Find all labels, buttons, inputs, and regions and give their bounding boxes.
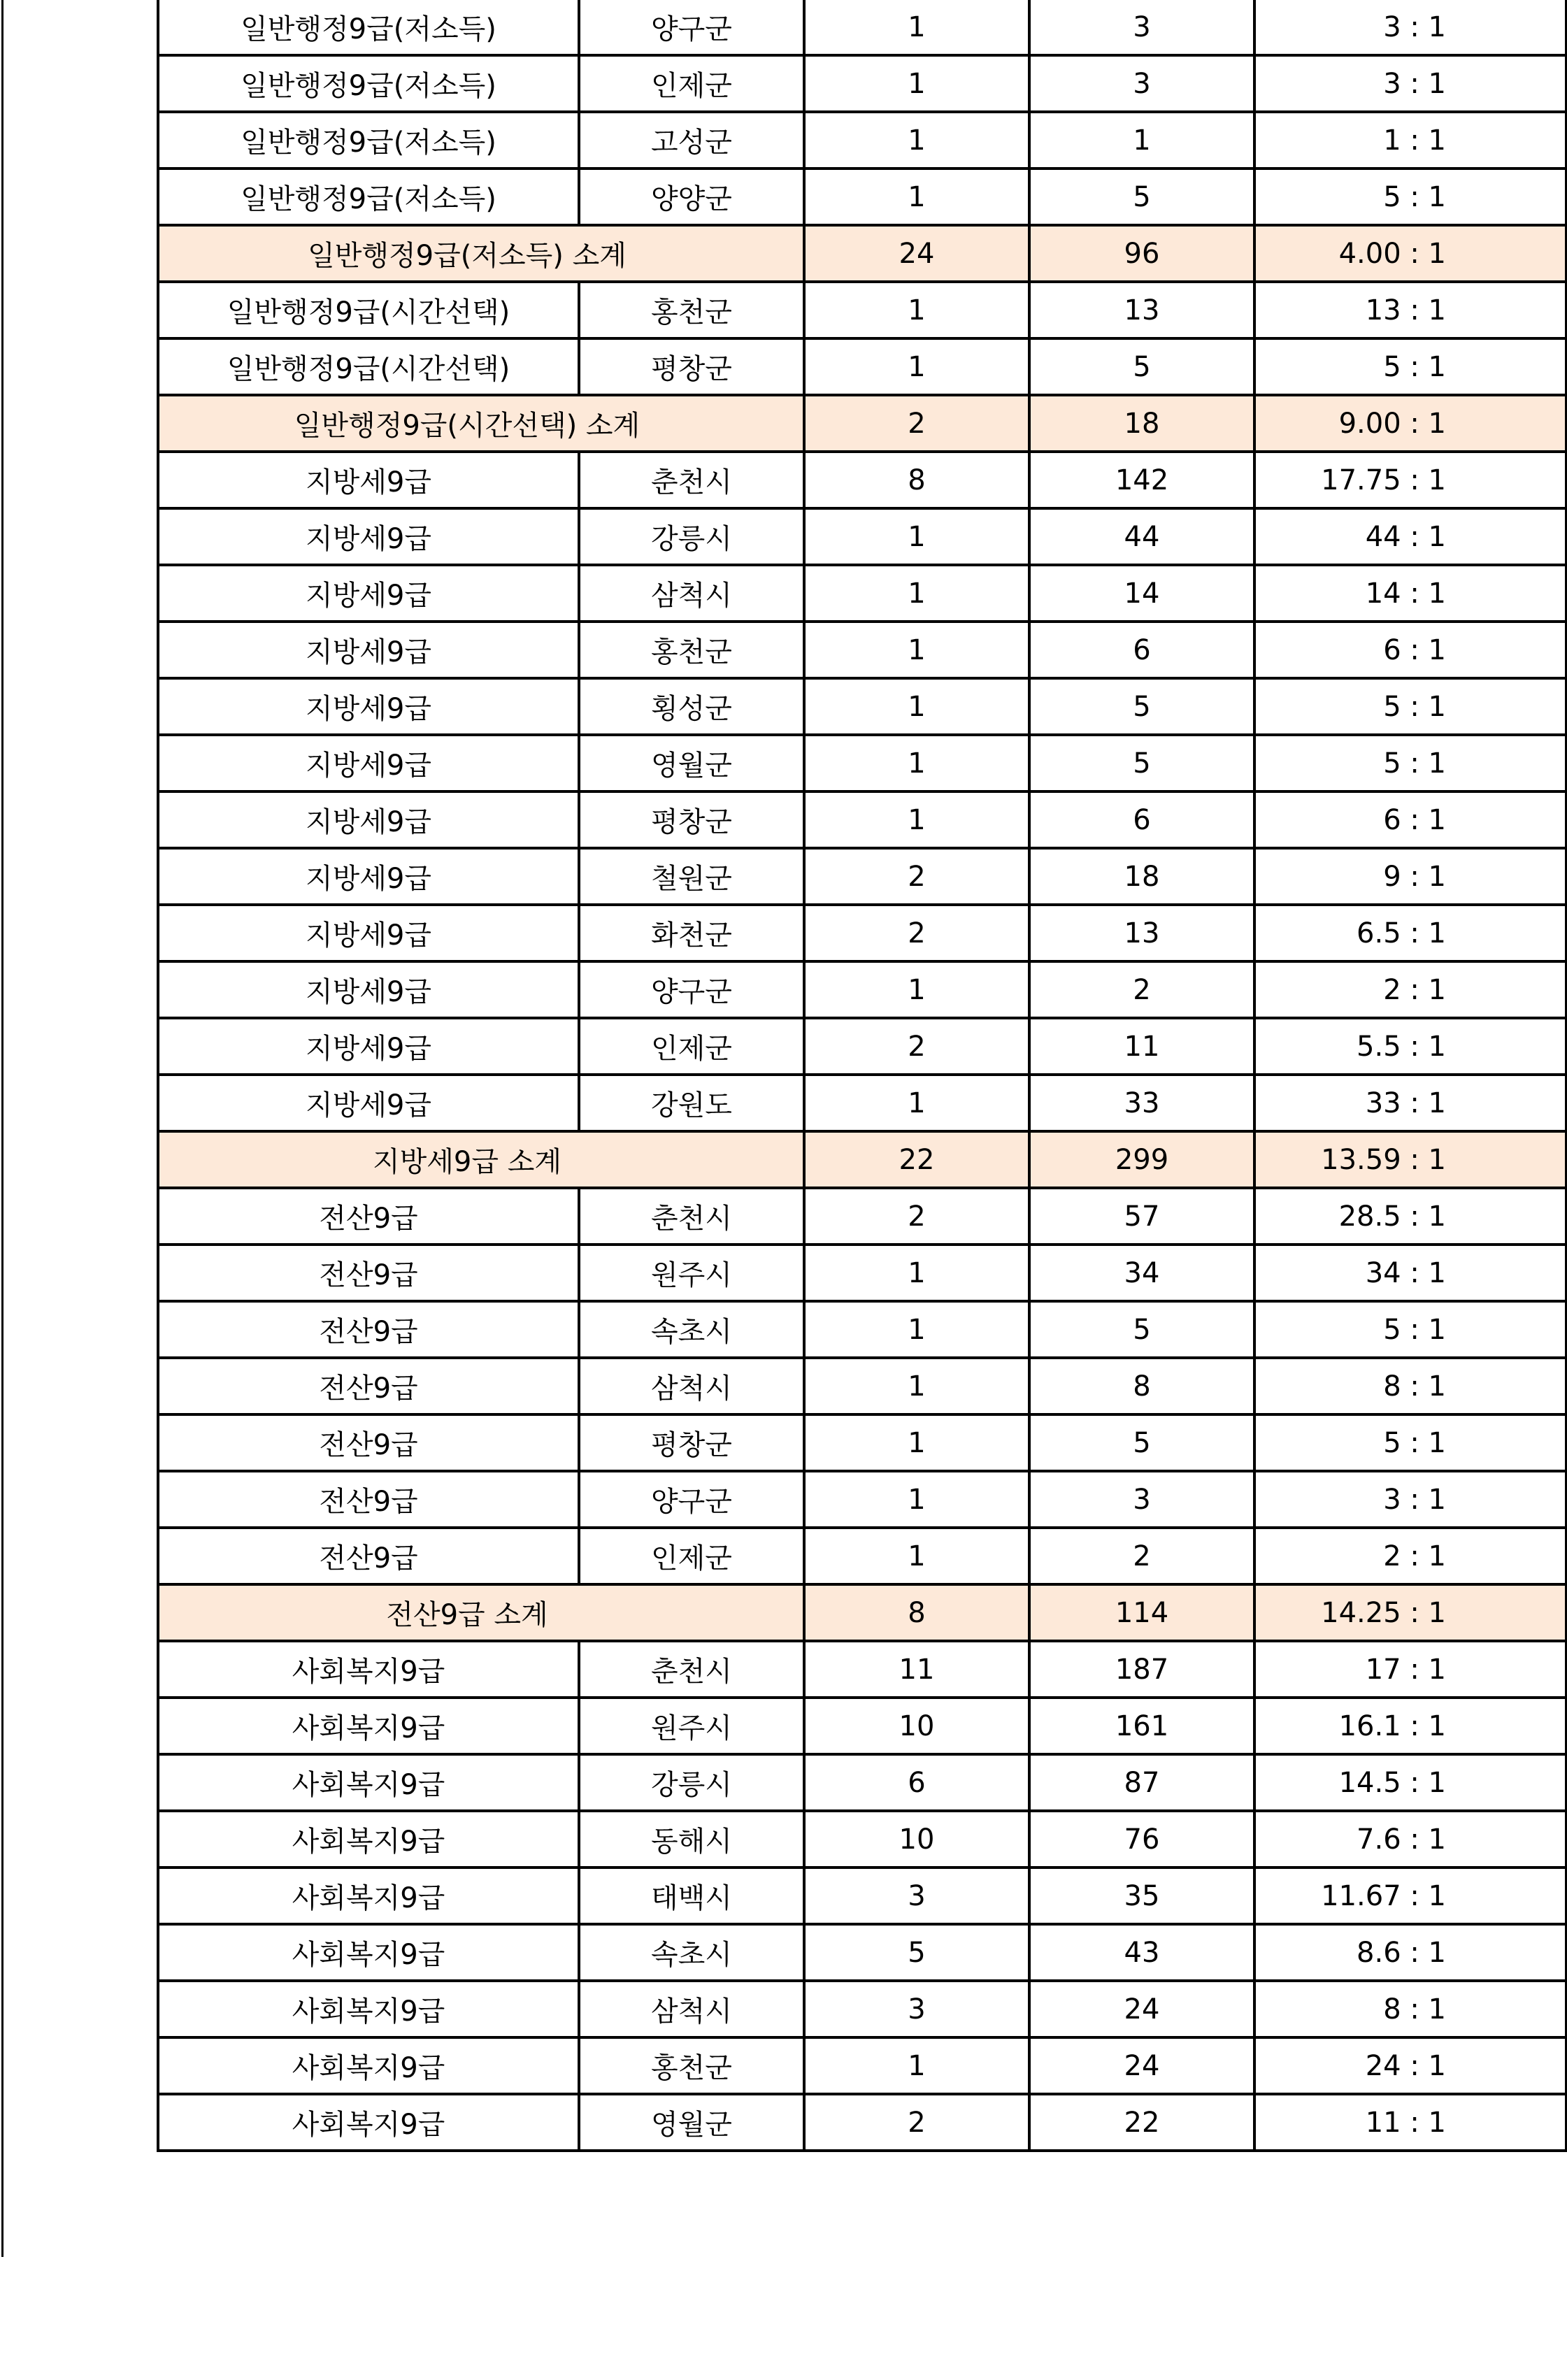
applicants-cell: 6 xyxy=(1029,791,1254,848)
table-row xyxy=(158,1471,1566,1528)
hires-cell: 11 xyxy=(804,1641,1029,1698)
job-category-cell: 지방세9급 xyxy=(158,565,579,622)
ratio-cell: 5.5 : 1 xyxy=(1254,1018,1566,1075)
subtotal-label-cell: 일반행정9급(시간선택) 소계 xyxy=(158,395,804,452)
table-row xyxy=(158,1245,1566,1301)
table-row xyxy=(158,1868,1566,1924)
applicants-cell: 5 xyxy=(1029,169,1254,225)
hires-cell: 1 xyxy=(804,338,1029,395)
hires-cell: 1 xyxy=(804,1414,1029,1471)
hires-cell: 1 xyxy=(804,2037,1029,2094)
table-row xyxy=(158,2094,1566,2151)
job-category-cell: 일반행정9급(저소득) xyxy=(158,169,579,225)
applicants-cell: 8 xyxy=(1029,1358,1254,1414)
applicants-cell: 5 xyxy=(1029,1301,1254,1358)
region-cell: 영월군 xyxy=(579,2094,804,2151)
table-row xyxy=(158,848,1566,905)
applicants-cell: 96 xyxy=(1029,225,1254,282)
table-row xyxy=(158,905,1566,961)
region-cell: 양구군 xyxy=(579,961,804,1018)
ratio-cell: 9.00 : 1 xyxy=(1254,395,1566,452)
hires-cell: 1 xyxy=(804,1471,1029,1528)
region-cell: 영월군 xyxy=(579,735,804,791)
region-cell: 인제군 xyxy=(579,1018,804,1075)
region-cell: 춘천시 xyxy=(579,1188,804,1245)
job-category-cell: 지방세9급 xyxy=(158,508,579,565)
table-row xyxy=(158,1754,1566,1811)
hires-cell: 1 xyxy=(804,1301,1029,1358)
hires-cell: 1 xyxy=(804,735,1029,791)
hires-cell: 1 xyxy=(804,508,1029,565)
hires-cell: 2 xyxy=(804,395,1029,452)
region-cell: 강릉시 xyxy=(579,508,804,565)
applicants-cell: 6 xyxy=(1029,622,1254,678)
region-cell: 양양군 xyxy=(579,169,804,225)
job-category-cell: 전산9급 xyxy=(158,1528,579,1584)
ratio-cell: 3 : 1 xyxy=(1254,1471,1566,1528)
table-row xyxy=(158,1414,1566,1471)
applicants-cell: 18 xyxy=(1029,395,1254,452)
job-category-cell: 지방세9급 xyxy=(158,678,579,735)
region-cell: 고성군 xyxy=(579,112,804,169)
subtotal-label-cell: 일반행정9급(저소득) 소계 xyxy=(158,225,804,282)
applicants-cell: 299 xyxy=(1029,1131,1254,1188)
table-row xyxy=(158,1528,1566,1584)
ratio-cell: 7.6 : 1 xyxy=(1254,1811,1566,1868)
hires-cell: 1 xyxy=(804,1528,1029,1584)
applicants-cell: 187 xyxy=(1029,1641,1254,1698)
job-category-cell: 사회복지9급 xyxy=(158,1868,579,1924)
region-cell: 강릉시 xyxy=(579,1754,804,1811)
applicants-cell: 18 xyxy=(1029,848,1254,905)
job-category-cell: 지방세9급 xyxy=(158,905,579,961)
region-cell: 삼척시 xyxy=(579,565,804,622)
job-category-cell: 지방세9급 xyxy=(158,1075,579,1131)
hires-cell: 1 xyxy=(804,1245,1029,1301)
ratio-cell: 8.6 : 1 xyxy=(1254,1924,1566,1981)
applicants-cell: 2 xyxy=(1029,961,1254,1018)
table-row xyxy=(158,112,1566,169)
ratio-cell: 13.59 : 1 xyxy=(1254,1131,1566,1188)
job-category-cell: 지방세9급 xyxy=(158,735,579,791)
job-category-cell: 지방세9급 xyxy=(158,622,579,678)
table-row xyxy=(158,1981,1566,2037)
table-row xyxy=(158,169,1566,225)
region-cell: 홍천군 xyxy=(579,282,804,338)
hires-cell: 1 xyxy=(804,622,1029,678)
subtotal-row xyxy=(158,1584,1566,1641)
region-cell: 횡성군 xyxy=(579,678,804,735)
hires-cell: 2 xyxy=(804,905,1029,961)
hires-cell: 2 xyxy=(804,1018,1029,1075)
ratio-cell: 5 : 1 xyxy=(1254,678,1566,735)
table-row xyxy=(158,1075,1566,1131)
ratio-cell: 8 : 1 xyxy=(1254,1981,1566,2037)
job-category-cell: 지방세9급 xyxy=(158,1018,579,1075)
table-row xyxy=(158,1301,1566,1358)
table-body xyxy=(158,0,1566,2151)
ratio-cell: 33 : 1 xyxy=(1254,1075,1566,1131)
job-category-cell: 사회복지9급 xyxy=(158,1981,579,2037)
ratio-cell: 5 : 1 xyxy=(1254,1301,1566,1358)
ratio-cell: 8 : 1 xyxy=(1254,1358,1566,1414)
job-category-cell: 사회복지9급 xyxy=(158,2037,579,2094)
region-cell: 삼척시 xyxy=(579,1358,804,1414)
applicants-cell: 57 xyxy=(1029,1188,1254,1245)
table-row xyxy=(158,1188,1566,1245)
job-category-cell: 사회복지9급 xyxy=(158,1754,579,1811)
applicants-cell: 14 xyxy=(1029,565,1254,622)
subtotal-row xyxy=(158,395,1566,452)
hires-cell: 1 xyxy=(804,112,1029,169)
hires-cell: 1 xyxy=(804,678,1029,735)
hires-cell: 1 xyxy=(804,282,1029,338)
applicants-cell: 3 xyxy=(1029,55,1254,112)
job-category-cell: 사회복지9급 xyxy=(158,1924,579,1981)
table-row xyxy=(158,1358,1566,1414)
job-category-cell: 전산9급 xyxy=(158,1358,579,1414)
table-row xyxy=(158,961,1566,1018)
applicants-cell: 24 xyxy=(1029,2037,1254,2094)
applicants-cell: 5 xyxy=(1029,1414,1254,1471)
hires-cell: 1 xyxy=(804,0,1029,55)
hires-cell: 1 xyxy=(804,565,1029,622)
subtotal-label-cell: 지방세9급 소계 xyxy=(158,1131,804,1188)
applicants-cell: 87 xyxy=(1029,1754,1254,1811)
table-row xyxy=(158,678,1566,735)
table-row xyxy=(158,791,1566,848)
applicants-cell: 11 xyxy=(1029,1018,1254,1075)
region-cell: 인제군 xyxy=(579,55,804,112)
table-row xyxy=(158,452,1566,508)
job-category-cell: 일반행정9급(저소득) xyxy=(158,55,579,112)
ratio-cell: 17 : 1 xyxy=(1254,1641,1566,1698)
applicants-cell: 13 xyxy=(1029,282,1254,338)
hires-cell: 2 xyxy=(804,1188,1029,1245)
applicants-cell: 34 xyxy=(1029,1245,1254,1301)
ratio-cell: 24 : 1 xyxy=(1254,2037,1566,2094)
applicants-cell: 3 xyxy=(1029,1471,1254,1528)
region-cell: 태백시 xyxy=(579,1868,804,1924)
job-category-cell: 일반행정9급(시간선택) xyxy=(158,338,579,395)
applicants-cell: 3 xyxy=(1029,0,1254,55)
applicants-cell: 114 xyxy=(1029,1584,1254,1641)
ratio-cell: 5 : 1 xyxy=(1254,735,1566,791)
job-category-cell: 사회복지9급 xyxy=(158,1811,579,1868)
region-cell: 철원군 xyxy=(579,848,804,905)
region-cell: 홍천군 xyxy=(579,622,804,678)
region-cell: 인제군 xyxy=(579,1528,804,1584)
applicants-cell: 2 xyxy=(1029,1528,1254,1584)
hires-cell: 2 xyxy=(804,2094,1029,2151)
table-row xyxy=(158,282,1566,338)
table-row xyxy=(158,338,1566,395)
job-category-cell: 전산9급 xyxy=(158,1301,579,1358)
job-category-cell: 일반행정9급(저소득) xyxy=(158,0,579,55)
region-cell: 삼척시 xyxy=(579,1981,804,2037)
subtotal-row xyxy=(158,1131,1566,1188)
job-category-cell: 지방세9급 xyxy=(158,452,579,508)
table-row xyxy=(158,508,1566,565)
hires-cell: 6 xyxy=(804,1754,1029,1811)
applicants-cell: 35 xyxy=(1029,1868,1254,1924)
job-category-cell: 전산9급 xyxy=(158,1414,579,1471)
ratio-cell: 5 : 1 xyxy=(1254,338,1566,395)
applicants-cell: 33 xyxy=(1029,1075,1254,1131)
applicants-cell: 142 xyxy=(1029,452,1254,508)
table-row xyxy=(158,1641,1566,1698)
table-row xyxy=(158,1924,1566,1981)
hires-cell: 3 xyxy=(804,1981,1029,2037)
ratio-cell: 1 : 1 xyxy=(1254,112,1566,169)
applicants-cell: 24 xyxy=(1029,1981,1254,2037)
region-cell: 평창군 xyxy=(579,1414,804,1471)
ratio-cell: 2 : 1 xyxy=(1254,1528,1566,1584)
hires-cell: 5 xyxy=(804,1924,1029,1981)
job-category-cell: 전산9급 xyxy=(158,1471,579,1528)
ratio-cell: 5 : 1 xyxy=(1254,1414,1566,1471)
job-category-cell: 지방세9급 xyxy=(158,961,579,1018)
hires-cell: 1 xyxy=(804,1075,1029,1131)
applicants-cell: 5 xyxy=(1029,678,1254,735)
region-cell: 양구군 xyxy=(579,1471,804,1528)
hires-cell: 24 xyxy=(804,225,1029,282)
region-cell: 강원도 xyxy=(579,1075,804,1131)
ratio-cell: 34 : 1 xyxy=(1254,1245,1566,1301)
left-page-rule xyxy=(1,0,3,2257)
job-category-cell: 전산9급 xyxy=(158,1245,579,1301)
applicants-cell: 43 xyxy=(1029,1924,1254,1981)
job-category-cell: 지방세9급 xyxy=(158,848,579,905)
region-cell: 속초시 xyxy=(579,1301,804,1358)
region-cell: 춘천시 xyxy=(579,452,804,508)
ratio-cell: 9 : 1 xyxy=(1254,848,1566,905)
ratio-cell: 5 : 1 xyxy=(1254,169,1566,225)
ratio-cell: 6 : 1 xyxy=(1254,791,1566,848)
hires-cell: 1 xyxy=(804,791,1029,848)
region-cell: 화천군 xyxy=(579,905,804,961)
hires-cell: 2 xyxy=(804,848,1029,905)
job-category-cell: 일반행정9급(저소득) xyxy=(158,112,579,169)
job-category-cell: 사회복지9급 xyxy=(158,1641,579,1698)
ratio-cell: 17.75 : 1 xyxy=(1254,452,1566,508)
applicants-cell: 44 xyxy=(1029,508,1254,565)
hires-cell: 10 xyxy=(804,1698,1029,1754)
ratio-cell: 14 : 1 xyxy=(1254,565,1566,622)
table-row xyxy=(158,2037,1566,2094)
table-row xyxy=(158,735,1566,791)
ratio-cell: 11 : 1 xyxy=(1254,2094,1566,2151)
table-row xyxy=(158,1811,1566,1868)
ratio-cell: 28.5 : 1 xyxy=(1254,1188,1566,1245)
ratio-cell: 4.00 : 1 xyxy=(1254,225,1566,282)
job-category-cell: 일반행정9급(시간선택) xyxy=(158,282,579,338)
ratio-cell: 14.25 : 1 xyxy=(1254,1584,1566,1641)
applicants-cell: 13 xyxy=(1029,905,1254,961)
region-cell: 양구군 xyxy=(579,0,804,55)
applicants-cell: 161 xyxy=(1029,1698,1254,1754)
hires-cell: 1 xyxy=(804,55,1029,112)
region-cell: 평창군 xyxy=(579,338,804,395)
region-cell: 속초시 xyxy=(579,1924,804,1981)
table-row xyxy=(158,565,1566,622)
competition-ratio-table xyxy=(157,0,1567,2152)
hires-cell: 10 xyxy=(804,1811,1029,1868)
ratio-cell: 3 : 1 xyxy=(1254,55,1566,112)
table-row xyxy=(158,622,1566,678)
region-cell: 춘천시 xyxy=(579,1641,804,1698)
hires-cell: 8 xyxy=(804,452,1029,508)
table-row xyxy=(158,1018,1566,1075)
hires-cell: 8 xyxy=(804,1584,1029,1641)
job-category-cell: 전산9급 xyxy=(158,1188,579,1245)
table-row xyxy=(158,55,1566,112)
region-cell: 평창군 xyxy=(579,791,804,848)
job-category-cell: 지방세9급 xyxy=(158,791,579,848)
table-row xyxy=(158,0,1566,55)
applicants-cell: 5 xyxy=(1029,735,1254,791)
job-category-cell: 사회복지9급 xyxy=(158,2094,579,2151)
region-cell: 원주시 xyxy=(579,1245,804,1301)
region-cell: 동해시 xyxy=(579,1811,804,1868)
applicants-cell: 22 xyxy=(1029,2094,1254,2151)
hires-cell: 22 xyxy=(804,1131,1029,1188)
hires-cell: 1 xyxy=(804,961,1029,1018)
ratio-cell: 13 : 1 xyxy=(1254,282,1566,338)
table-row xyxy=(158,1698,1566,1754)
ratio-cell: 11.67 : 1 xyxy=(1254,1868,1566,1924)
ratio-cell: 44 : 1 xyxy=(1254,508,1566,565)
subtotal-label-cell: 전산9급 소계 xyxy=(158,1584,804,1641)
ratio-cell: 6 : 1 xyxy=(1254,622,1566,678)
subtotal-row xyxy=(158,225,1566,282)
hires-cell: 1 xyxy=(804,169,1029,225)
ratio-cell: 16.1 : 1 xyxy=(1254,1698,1566,1754)
applicants-cell: 1 xyxy=(1029,112,1254,169)
ratio-cell: 2 : 1 xyxy=(1254,961,1566,1018)
ratio-cell: 3 : 1 xyxy=(1254,0,1566,55)
ratio-cell: 6.5 : 1 xyxy=(1254,905,1566,961)
applicants-cell: 76 xyxy=(1029,1811,1254,1868)
region-cell: 홍천군 xyxy=(579,2037,804,2094)
hires-cell: 1 xyxy=(804,1358,1029,1414)
region-cell: 원주시 xyxy=(579,1698,804,1754)
applicants-cell: 5 xyxy=(1029,338,1254,395)
job-category-cell: 사회복지9급 xyxy=(158,1698,579,1754)
hires-cell: 3 xyxy=(804,1868,1029,1924)
ratio-cell: 14.5 : 1 xyxy=(1254,1754,1566,1811)
